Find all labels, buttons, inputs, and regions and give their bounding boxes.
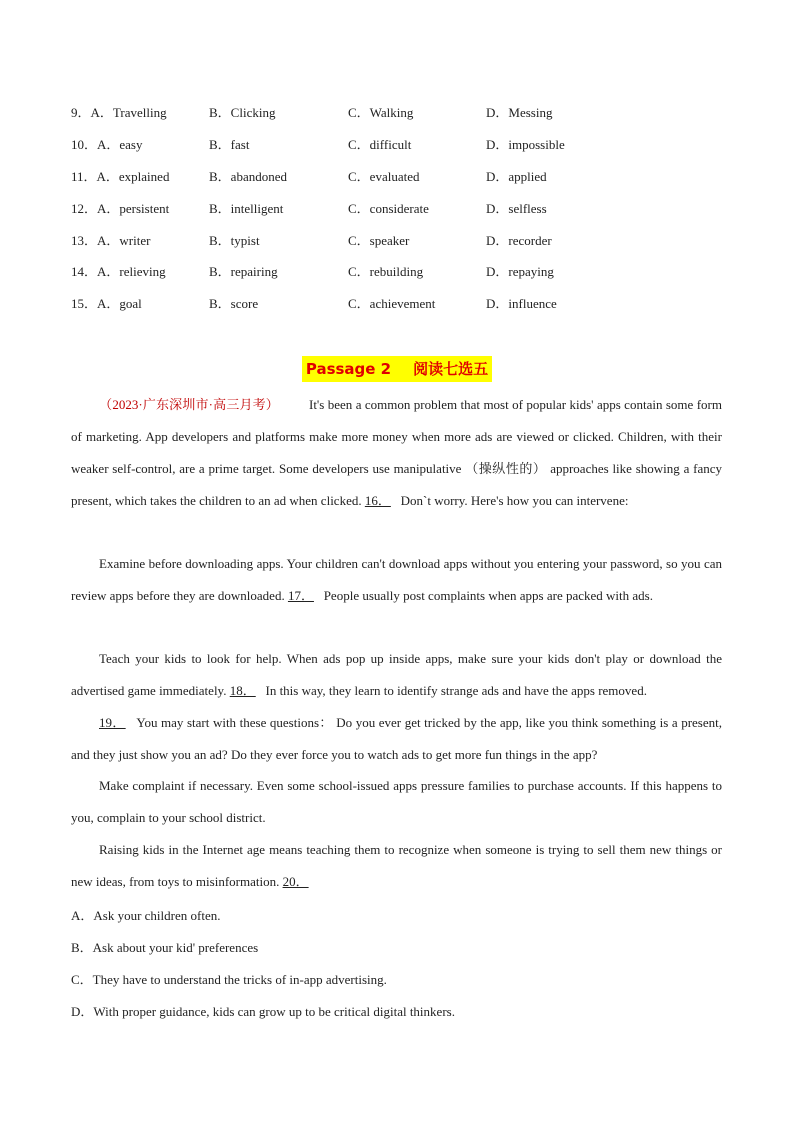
choice-b: B．Ask about your kid' preferences xyxy=(71,940,259,955)
option-b: B．repairing xyxy=(209,264,278,279)
blank-20: 20． xyxy=(282,874,309,889)
option-d: D．influence xyxy=(486,296,557,311)
option-c: C．achievement xyxy=(348,296,436,311)
paragraph-text: Teach your kids to look for help. When ads pop up inside apps, make sure your kids don't play or download the advertised game immediately. xyxy=(71,651,722,698)
paragraph-text: Raising kids in the Internet age means teaching them to recognize when someone is trying to sell them new things or new ideas, from toys to misinformation. xyxy=(71,842,722,889)
option-c: C．rebuilding xyxy=(348,264,424,279)
option-b: B．Clicking xyxy=(209,105,276,120)
option-a: 10．A．easy xyxy=(71,137,143,152)
option-c: C．evaluated xyxy=(348,169,420,184)
option-b: B．typist xyxy=(209,233,260,248)
option-d: D．selfless xyxy=(486,201,547,216)
source-note: （2023·广东深圳市·高三月考） xyxy=(99,397,279,412)
option-a: 14．A．relieving xyxy=(71,264,166,279)
paragraph-text: It's been a common problem that most of popular kids' apps contain some form of marketing. App developers and platforms make more money when more ads are viewed or clicked. Children, with their weaker self-control, are a prime target. Some developers use manipulative （操纵性的） approaches like showing a fancy present, which takes the children to an ad when clicked. xyxy=(71,397,722,508)
option-a: 13．A．writer xyxy=(71,233,151,248)
blank-19: 19． xyxy=(99,715,126,730)
option-b: B．fast xyxy=(209,137,250,152)
option-d: D．repaying xyxy=(486,264,554,279)
blank-17: 17． xyxy=(287,588,314,603)
option-c: C．Walking xyxy=(348,105,414,120)
option-c: C．difficult xyxy=(348,137,412,152)
question-row xyxy=(71,166,751,184)
passage-number: Passage 2 xyxy=(304,357,393,381)
paragraph-4 xyxy=(71,707,722,771)
blank-16: 16． xyxy=(364,493,391,508)
choice-d: D．With proper guidance, kids can grow up to be critical digital thinkers. xyxy=(71,1004,455,1019)
passage-heading xyxy=(0,356,794,382)
paragraph-6 xyxy=(71,834,722,898)
blank-18: 18． xyxy=(229,683,256,698)
option-d: D．applied xyxy=(486,169,547,184)
option-c: C．speaker xyxy=(348,233,410,248)
paragraph-text: Don`t worry. Here's how you can intervene: xyxy=(400,493,629,508)
option-d: D．impossible xyxy=(486,137,565,152)
passage-type: 阅读七选五 xyxy=(411,357,490,381)
question-row xyxy=(71,293,751,311)
paragraph-text: In this way, they learn to identify strange ads and have the apps removed. xyxy=(265,683,647,698)
question-row xyxy=(71,198,751,216)
paragraph-text: Examine before downloading apps. Your children can't download apps without you entering your password, so you can review apps before they are downloaded. xyxy=(71,556,722,603)
paragraph-text: People usually post complaints when apps are packed with ads. xyxy=(323,588,653,603)
option-a: 15．A．goal xyxy=(71,296,142,311)
option-a: 11．A．explained xyxy=(71,169,170,184)
option-d: D．recorder xyxy=(486,233,552,248)
question-row xyxy=(71,134,751,152)
option-b: B．intelligent xyxy=(209,201,284,216)
paragraph-text: You may start with these questions： Do you ever get tricked by the app, like you think something is a present, and they just show you an ad? Do they ever force you to watch ads to get more fun things in the app? xyxy=(71,715,722,762)
question-row xyxy=(71,102,751,120)
option-d: D．Messing xyxy=(486,105,553,120)
question-row xyxy=(71,230,751,248)
option-b: B．score xyxy=(209,296,259,311)
choice-a: A．Ask your children often. xyxy=(71,908,221,923)
paragraph-3 xyxy=(71,643,722,707)
option-b: B．abandoned xyxy=(209,169,287,184)
choice-c: C．They have to understand the tricks of in-app advertising. xyxy=(71,972,387,987)
paragraph-text: Make complaint if necessary. Even some school-issued apps pressure families to purchase accounts. If this happens to you, complain to your school district. xyxy=(71,778,722,825)
option-c: C．considerate xyxy=(348,201,429,216)
paragraph-2 xyxy=(71,548,722,612)
question-row xyxy=(71,261,751,279)
paragraph-5 xyxy=(71,770,722,834)
paragraph-1 xyxy=(71,389,722,517)
option-a: 12．A．persistent xyxy=(71,201,170,216)
option-a: 9．A．Travelling xyxy=(71,105,167,120)
